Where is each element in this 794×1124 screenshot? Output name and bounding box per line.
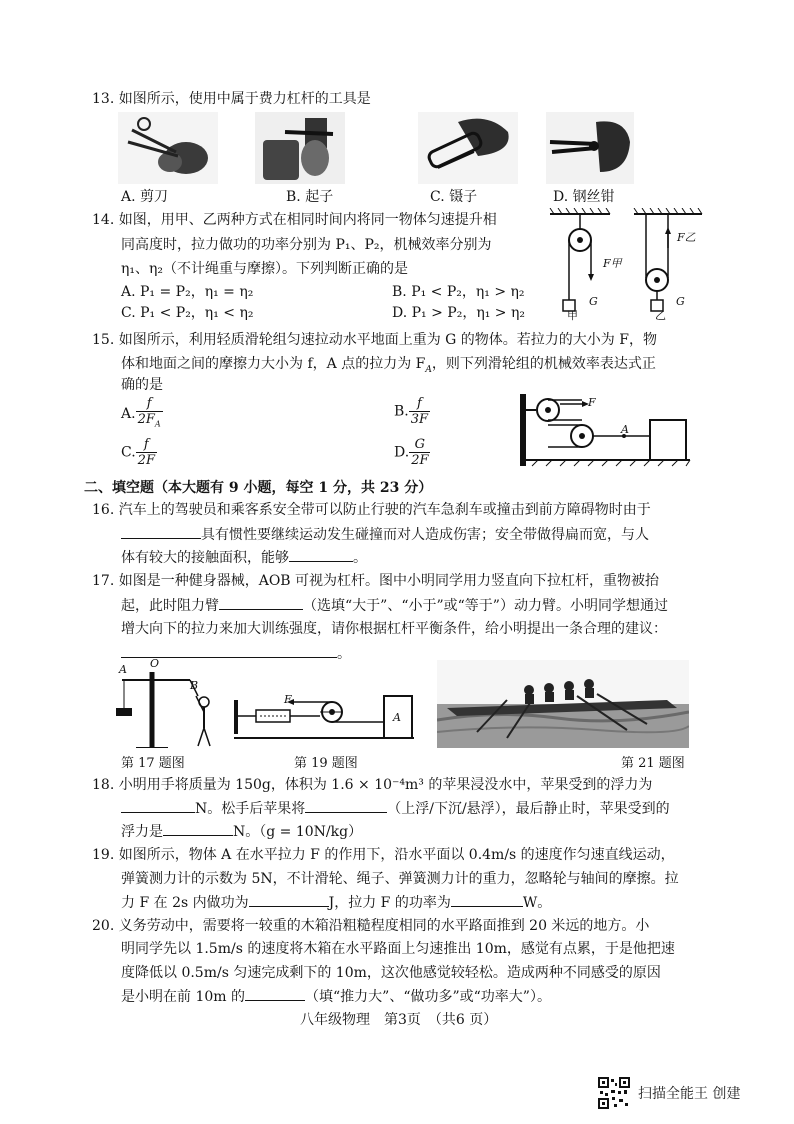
q20-line1: 20. 义务劳动中，需要将一较重的木箱沿粗糙程度相同的水平路面推到 20 米远的地方。小 <box>92 918 650 934</box>
q17-line3: 增大向下的拉力来加大训练强度，请你根据杠杆平衡条件，给小明提出一条合理的建议： <box>121 621 667 637</box>
q19-blank-2[interactable] <box>451 892 523 907</box>
q19-line2: 弹簧测力计的示数为 5N，不计滑轮、绳子、弹簧测力计的重力，忽略轮与轴间的摩擦。拉 <box>121 871 679 887</box>
q15-a-label: A <box>621 423 629 436</box>
q13-bottle-opener-image <box>255 112 345 184</box>
q13-stem: 13. 如图所示，使用中属于费力杠杆的工具是 <box>92 91 371 107</box>
q18-blank-1[interactable] <box>121 798 195 813</box>
q14-line2: 同高度时，拉力做功的功率分别为 P₁、P₂，机械效率分别为 <box>121 237 492 253</box>
q17-fig-o-label: O <box>150 657 160 670</box>
caption-fig19: 第 19 题图 <box>294 756 358 771</box>
q16-line2: 具有惯性要继续运动发生碰撞而对人造成伤害；安全带做得扁而宽，与人 <box>121 524 649 545</box>
q14-option-c[interactable]: C. P₁ < P₂，η₁ < η₂ <box>121 305 254 321</box>
q18-line2: N。松手后苹果将 （上浮/下沉/悬浮），最后静止时，苹果受到的 <box>121 798 670 819</box>
q14-option-d[interactable]: D. P₁ > P₂，η₁ > η₂ <box>392 305 525 321</box>
q18-line3: 浮力是 N。（g = 10N/kg） <box>121 821 362 842</box>
q20-line3: 度降低以 0.5m/s 匀速完成剩下的 10m，这次他感觉较轻松。造成两种不同感受的原因 <box>121 965 661 981</box>
q18-blank-2[interactable] <box>305 798 387 813</box>
q19-fig-f-label: F <box>284 693 292 706</box>
q17-line1: 17. 如图是一种健身器械，AOB 可视为杠杆。图中小明同学用力竖直向下拉杠杆，重物被抬 <box>92 573 660 589</box>
q16-blank-1[interactable] <box>121 524 201 539</box>
q20-blank-1[interactable] <box>245 986 305 1001</box>
q15-line3: 确的是 <box>121 377 163 393</box>
page-footer: 八年级物理 第3页 （共6 页） <box>300 1012 498 1028</box>
section2-title: 二、填空题（本大题有 9 小题，每空 1 分，共 23 分） <box>84 480 433 496</box>
q13-option-a[interactable]: A. 剪刀 <box>121 189 169 205</box>
q17-blank-1[interactable] <box>219 595 303 610</box>
q20-line2: 明同学先以 1.5m/s 的速度将木箱在水平路面上匀速推出 10m，感觉有点累，于是他把速 <box>121 941 675 957</box>
q14-line1: 14. 如图，用甲、乙两种方式在相同时间内将同一物体匀速提升相 <box>92 212 497 228</box>
q16-blank-2[interactable] <box>289 547 353 562</box>
q21-rowing-photo <box>437 660 689 748</box>
watermark-text: 扫描全能王 创建 <box>638 1086 741 1102</box>
q13-option-d[interactable]: D. 钢丝钳 <box>553 189 615 205</box>
q13-tweezers-image <box>418 112 518 184</box>
q15-line2: 体和地面之间的摩擦力大小为 f，A 点的拉力为 $F_A$，则下列滑轮组的机械效率表达式正 <box>121 356 656 375</box>
q15-line1: 15. 如图所示，利用轻质滑轮组匀速拉动水平地面上重为 G 的物体。若拉力的大小为 F，物 <box>92 332 657 348</box>
q17-fig-a-label: A <box>119 663 127 676</box>
q19-pulley-diagram <box>234 690 414 744</box>
q14-g1-label: G <box>589 295 598 308</box>
q13-option-b[interactable]: B. 起子 <box>286 189 334 205</box>
q14-option-a[interactable]: A. P₁ = P₂，η₁ = η₂ <box>121 284 254 300</box>
q16-line1: 16. 汽车上的驾驶员和乘客系安全带可以防止行驶的汽车急刹车或撞击到前方障碍物时由于 <box>92 502 651 518</box>
q19-blank-1[interactable] <box>249 892 329 907</box>
q15-f-label: F <box>588 396 596 409</box>
q16-line3: 体有较大的接触面积，能够 。 <box>121 547 367 568</box>
q14-yi-label: 乙 <box>655 309 666 322</box>
q13-option-c[interactable]: C. 镊子 <box>430 189 478 205</box>
q13-pliers-image <box>546 112 634 184</box>
q17-blank-2[interactable] <box>121 643 337 658</box>
q14-option-b[interactable]: B. P₁ < P₂，η₁ > η₂ <box>392 284 525 300</box>
q14-f-yi-label: F乙 <box>677 231 696 244</box>
q19-fig-a-label: A <box>393 711 401 724</box>
q17-line4: 。 <box>121 643 351 664</box>
q19-line3: 力 F 在 2s 内做功为 J，拉力 F 的功率为 W。 <box>121 892 551 913</box>
q14-jia-label: 甲 <box>567 309 578 322</box>
q18-line1: 18. 小明用手将质量为 150g，体积为 1.6 × 10⁻⁴m³ 的苹果浸没水中，苹果受到的浮力为 <box>92 777 653 793</box>
q17-line2: 起，此时阻力臂 （选填“大于”、“小于”或“等于”）动力臂。小明同学想通过 <box>121 595 668 616</box>
q15-option-d[interactable]: D. $\frac{G}{2F}$ <box>394 437 429 468</box>
caption-fig17: 第 17 题图 <box>121 756 185 771</box>
q15-option-c[interactable]: C. $\frac{f}{2F}$ <box>121 437 155 468</box>
qr-code-icon <box>598 1077 630 1109</box>
q14-f-jia-label: F甲 <box>603 257 622 270</box>
q15-pulley-diagram <box>512 394 692 468</box>
q19-line1: 19. 如图所示，物体 A 在水平拉力 F 的作用下，沿水平面以 0.4m/s 的速度作匀速直线运动， <box>92 847 675 863</box>
q20-line4: 是小明在前 10m 的 （填“推力大”、“做功多”或“功率大”）。 <box>121 986 551 1007</box>
q13-scissors-image <box>118 112 218 184</box>
q15-option-b[interactable]: B. $\frac{f}{3F}$ <box>394 396 429 427</box>
q14-g2-label: G <box>676 295 685 308</box>
q15-option-a[interactable]: A. $\frac{f}{2F_A}$ <box>121 396 161 429</box>
q18-blank-3[interactable] <box>163 821 233 836</box>
q17-fig-b-label: B <box>190 679 199 692</box>
caption-fig21: 第 21 题图 <box>621 756 685 771</box>
q14-line3: η₁、η₂（不计绳重与摩擦）。下列判断正确的是 <box>121 261 408 277</box>
